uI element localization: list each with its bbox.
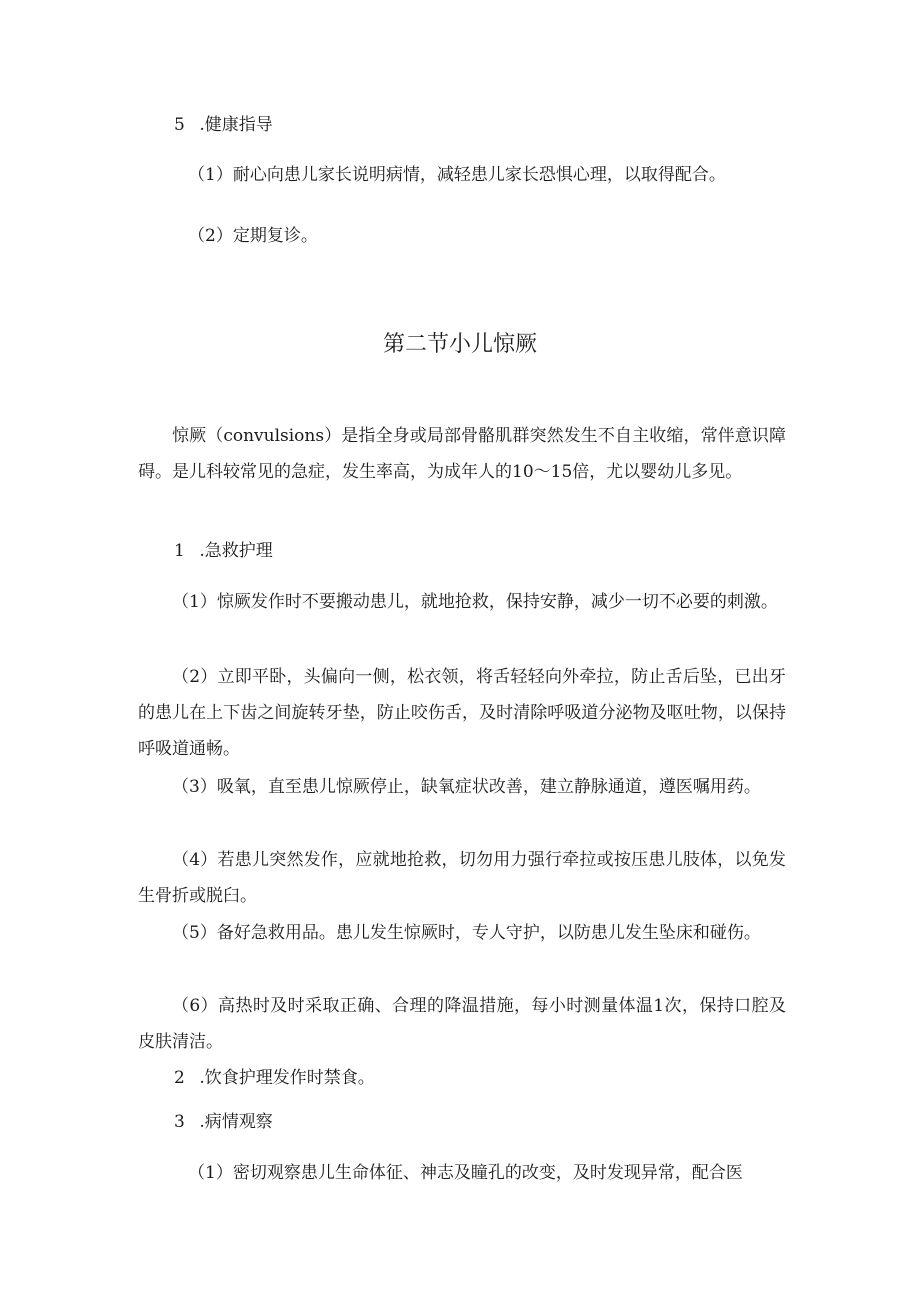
intro-paragraph: 惊厥（convulsions）是指全身或局部骨骼肌群突然发生不自主收缩，常伴意识障碍。是儿科较常见的急症，发生率高，为成年人的10～15倍，尤以婴幼儿多见。: [138, 426, 786, 482]
emergency-item-1: （1）惊厥发作时不要搬动患儿，就地抢救，保持安静，减少一切不必要的刺激。: [172, 592, 778, 612]
heading-number: 5: [174, 115, 185, 135]
heading-text: .饮食护理发作时禁食。: [199, 1068, 375, 1088]
heading-number: 2: [174, 1068, 185, 1088]
emergency-item-5: （5）备好急救用品。患儿发生惊厥时，专人守护，以防患儿发生坠床和碰伤。: [172, 923, 761, 943]
heading-number: 3: [174, 1112, 185, 1132]
observation-item-1: （1）密切观察患儿生命体征、神志及瞳孔的改变，及时发现异常，配合医: [188, 1163, 743, 1183]
section-title: 第二节小儿惊厥: [382, 332, 537, 357]
heading-text: .急救护理: [199, 541, 273, 561]
heading-diet-care: [174, 1066, 375, 1090]
heading-text: .病情观察: [199, 1112, 273, 1132]
heading-emergency-care: [174, 539, 273, 563]
heading-text: .健康指导: [199, 115, 273, 135]
emergency-item-4: （4）若患儿突然发作，应就地抢救，切勿用力强行牵拉或按压患儿肢体，以免发生骨折或脱臼。: [138, 850, 786, 906]
heading-number: 1: [174, 541, 185, 561]
heading-health-guidance: [174, 113, 273, 137]
emergency-item-2: （2）立即平卧，头偏向一侧，松衣领，将舌轻轻向外牵拉，防止舌后坠，已出牙的患儿在上下齿之间旋转牙垫，防止咬伤舌，及时清除呼吸道分泌物及呕吐物，以保持呼吸道通畅。: [138, 667, 786, 759]
heading-observation: [174, 1110, 273, 1134]
emergency-item-6: （6）高热时及时采取正确、合理的降温措施，每小时测量体温1次，保持口腔及皮肤清洁。: [138, 996, 786, 1052]
emergency-item-3: （3）吸氧，直至患儿惊厥停止，缺氧症状改善，建立静脉通道，遵医嘱用药。: [172, 777, 761, 797]
health-item-1: （1）耐心向患儿家长说明病情，减轻患儿家长恐惧心理，以取得配合。: [188, 165, 726, 185]
health-item-2: （2）定期复诊。: [188, 226, 318, 246]
